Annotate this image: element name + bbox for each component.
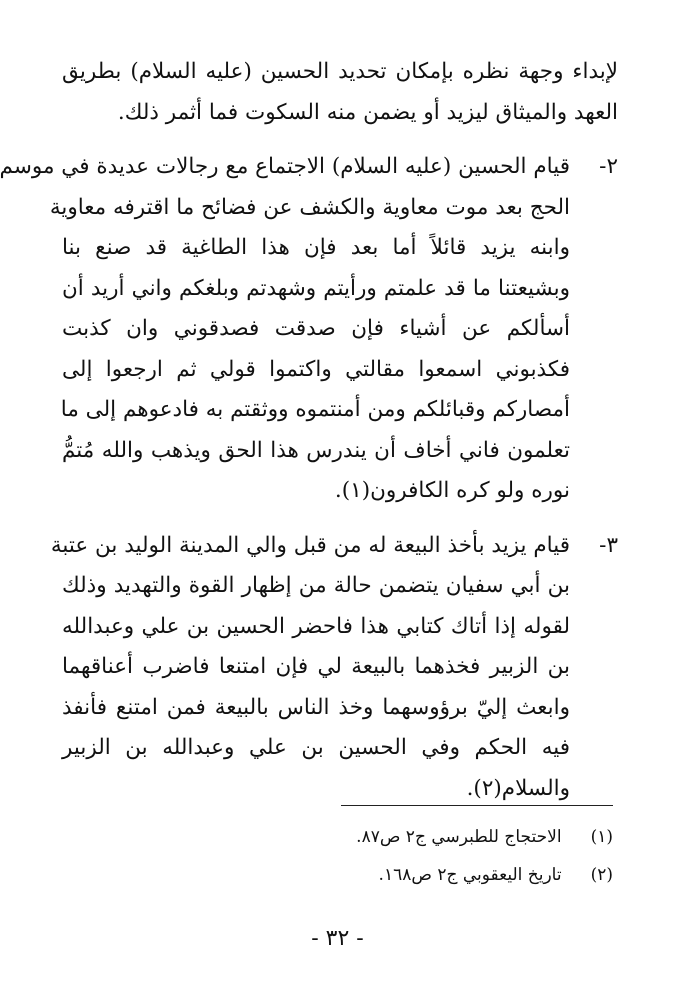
intro-paragraph [62, 52, 618, 133]
footnote-text: الاحتجاج للطبرسي ج٢ ص٨٧. [356, 827, 562, 847]
text-line: وابعث إليّ برؤوسهما وخذ الناس بالبيعة فمن امتنع فأنفذ [62, 694, 570, 720]
footnote-number: (١) [590, 827, 613, 847]
text-line: فيه الحكم وفي الحسين بن علي وعبدالله بن الزبير [62, 735, 570, 760]
text-line-content: قيام الحسين (عليه السلام) الاجتماع مع رجالات عديدة في موسم [0, 154, 570, 179]
text-line: والسلام(٢). [466, 775, 570, 801]
text-line: وبشيعتنا ما قد علمتم ورأيتم وشهدتم وبلغكم واني أريد أن [62, 275, 570, 301]
list-number: ٣- [599, 532, 618, 558]
footnote-separator [341, 805, 613, 806]
text-line: نوره ولو كره الكافرون(١). [334, 478, 570, 503]
text-line: لقوله إذا أتاك كتابي هذا فاحضر الحسين بن علي وعبدالله [62, 613, 570, 639]
footnote-1 [356, 825, 613, 849]
text-line-content: قيام يزيد بأخذ البيعة له من قبل والي المدينة الوليد بن عتبة [50, 532, 570, 558]
text-line [50, 526, 618, 567]
text-line [0, 147, 618, 188]
page-body [0, 52, 618, 823]
list-number: ٢- [599, 154, 618, 179]
text-line: بن أبي سفيان يتضمن حالة من إظهار القوة والتهديد وذلك [62, 573, 570, 598]
list-item-2 [0, 147, 618, 512]
text-line: العهد والميثاق ليزيد أو يضمن منه السكوت فما أثمر ذلك. [117, 99, 618, 125]
footnote-number: (٢) [590, 865, 613, 885]
text-line: تعلمون فاني أخاف أن يندرس هذا الحق ويذهب والله مُتمُّ [62, 437, 570, 463]
footnote-text: تاريخ اليعقوبي ج٢ ص١٦٨. [378, 865, 562, 885]
list-item-3 [50, 526, 618, 810]
footnote-2 [379, 863, 613, 887]
text-line: لإبداء وجهة نظره بإمكان تحديد الحسين (عليه السلام) بطريق [62, 59, 618, 84]
page-number: - ٣٢ - [311, 926, 364, 951]
text-line: أسألكم عن أشياء فإن صدقت فصدقوني وان كذبت [62, 316, 570, 341]
text-line: أمصاركم وقبائلكم ومن أمنتموه ووثقتم به فادعوهم إلى ما [60, 397, 570, 422]
text-line: بن الزبير فخذهما بالبيعة لي فإن امتنعا فاضرب أعناقهما [62, 654, 570, 679]
text-line: وابنه يزيد قائلاً أما بعد فإن هذا الطاغية قد صنع بنا [62, 235, 570, 260]
text-line: الحج بعد موت معاوية والكشف عن فضائح ما اقترفه معاوية [49, 194, 570, 220]
text-line: فكذبوني اسمعوا مقالتي واكتموا قولي ثم ارجعوا إلى [62, 356, 570, 382]
